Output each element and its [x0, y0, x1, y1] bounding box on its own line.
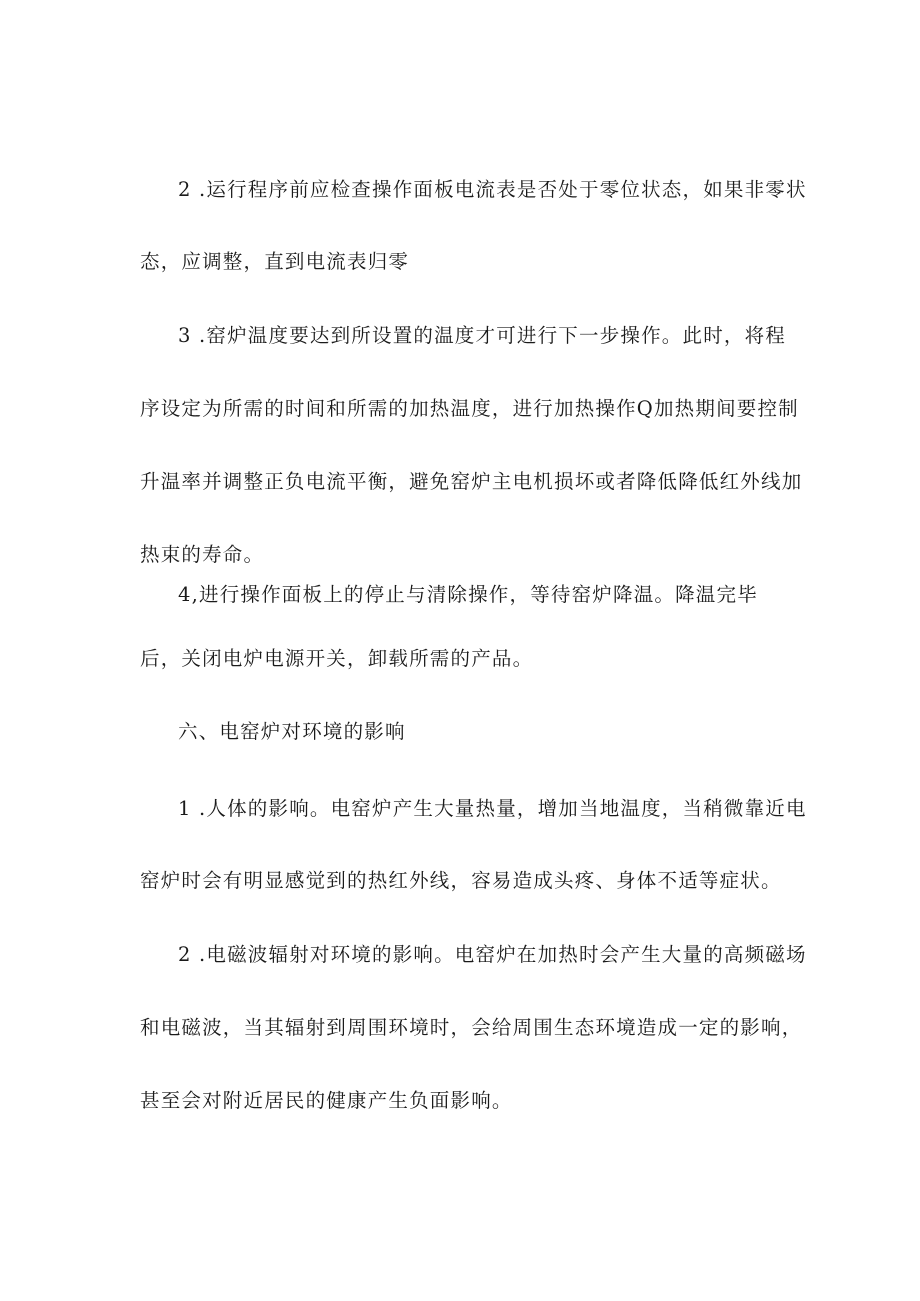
paragraph-3-line-1: 3 .窑炉温度要达到所设置的温度才可进行下一步操作。此时，将程: [178, 324, 787, 347]
paragraph-6-line-3: 甚至会对附近居民的健康产生负面影响。: [140, 1089, 513, 1112]
paragraph-5-line-2: 窑炉时会有明显感觉到的热红外线，容易造成头疼、身体不适等症状。: [140, 869, 782, 892]
paragraph-4-line-1: 4,进行操作面板上的停止与清除操作，等待窑炉降温。降温完毕: [178, 583, 758, 606]
paragraph-6-line-1: 2 .电磁波辐射对环境的影响。电窑炉在加热时会产生大量的高频磁场: [178, 943, 807, 966]
paragraph-3-line-3: 升温率并调整正负电流平衡，避免窑炉主电机损坏或者降低降低红外线加: [140, 470, 803, 493]
paragraph-4-line-2: 后，关闭电炉电源开关，卸载所需的产品。: [140, 647, 534, 670]
paragraph-3-line-4: 热束的寿命。: [140, 543, 265, 566]
paragraph-5-line-1: 1 .人体的影响。电窑炉产生大量热量，增加当地温度，当稍微靠近电: [178, 797, 807, 820]
section-heading: 六、电窑炉对环境的影响: [178, 720, 406, 743]
paragraph-2-line-1: 2 .运行程序前应检查操作面板电流表是否处于零位状态，如果非零状: [178, 178, 807, 201]
paragraph-3-line-2: 序设定为所需的时间和所需的加热温度，进行加热操作Q加热期间要控制: [140, 397, 799, 420]
paragraph-2-line-2: 态，应调整，直到电流表归零: [140, 250, 410, 273]
paragraph-6-line-2: 和电磁波，当其辐射到周围环境时，会给周围生态环境造成一定的影响，: [140, 1016, 803, 1039]
